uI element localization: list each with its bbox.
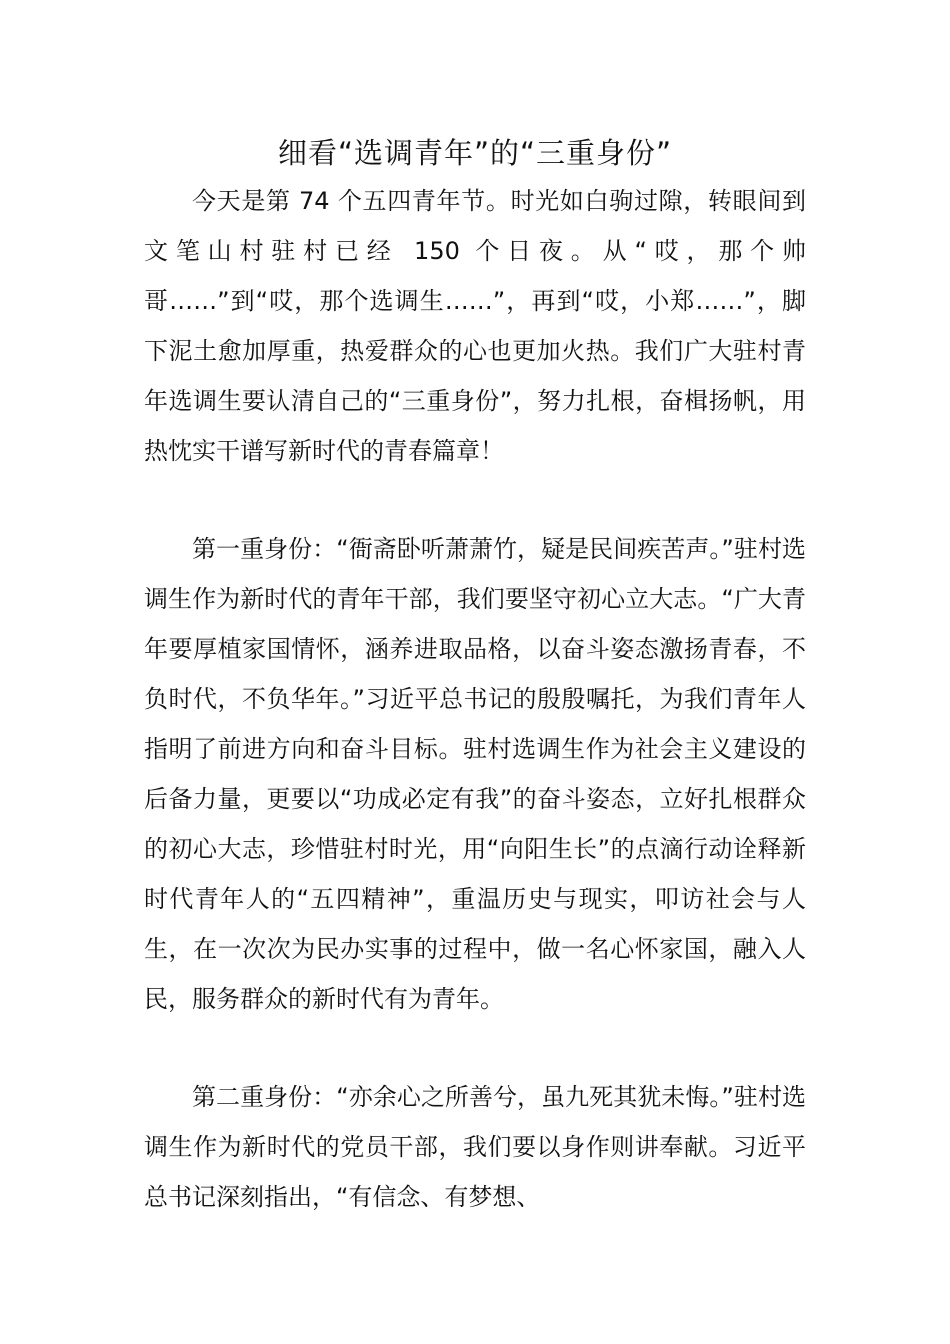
document-title: 细看“选调青年”的“三重身份”	[277, 136, 673, 170]
paragraph-first-identity: 第一重身份：“衙斋卧听萧萧竹，疑是民间疾苦声。”驻村选调生作为新时代的青年干部，我们要坚守初心立大志。“广大青年要厚植家国情怀，涵养进取品格，以奋斗姿态激扬青春，不负时代，不负华年。”习近平总书记的殷殷嘱托，为我们青年人指明了前进方向和奋斗目标。驻村选调生作为社会主义建设的后备力量，更要以“功成必定有我”的奋斗姿态，立好扎根群众的初心大志，珍惜驻村时光，用“向阳生长”的点滴行动诠释新时代青年人的“五四精神”，重温历史与现实，叩访社会与人生，在一次次为民办实事的过程中，做一名心怀家国，融入人民，服务群众的新时代有为青年。	[144, 535, 806, 1013]
paragraph-intro: 今天是第 74 个五四青年节。时光如白驹过隙，转眼间到文笔山村驻村已经 150 个日夜。从“哎，那个帅哥……”到“哎，那个选调生……”，再到“哎，小郑……”，脚下泥土愈加厚重，热爱群众的心也更加火热。我们广大驻村青年选调生要认清自己的“三重身份”，努力扎根，奋楫扬帆，用热忱实干谱写新时代的青春篇章！	[144, 187, 806, 465]
paragraph-second-identity: 第二重身份：“亦余心之所善兮，虽九死其犹未悔。”驻村选调生作为新时代的党员干部，我们要以身作则讲奉献。习近平总书记深刻指出，“有信念、有梦想、	[144, 1083, 806, 1211]
